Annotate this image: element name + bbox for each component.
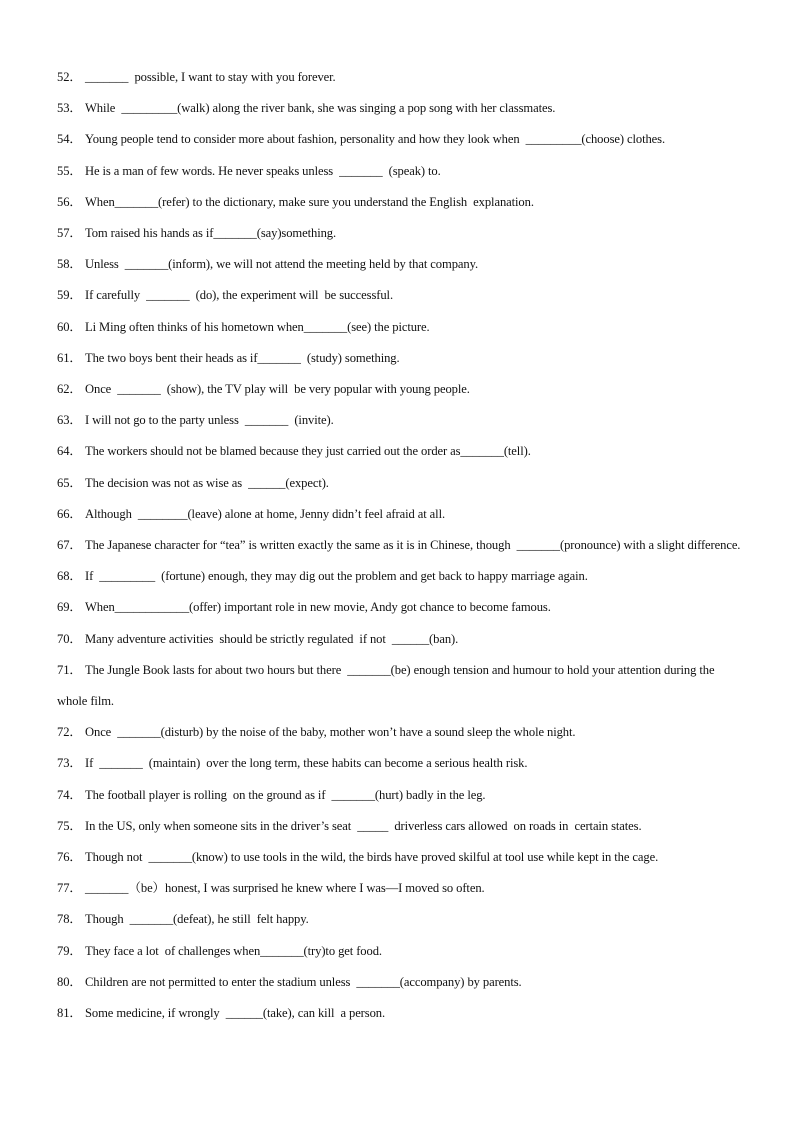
question-text: Many adventure activities should be strictly regulated if not ______(ban). <box>85 631 459 646</box>
question-item <box>57 343 747 374</box>
question-item <box>57 811 747 842</box>
question-number: 68． <box>57 569 82 584</box>
question-number: 77． <box>57 881 82 896</box>
question-text: The decision was not as wise as ______(expect). <box>85 475 329 490</box>
question-text: The workers should not be blamed because they just carried out the order as_______(tell). <box>85 444 531 459</box>
question-number: 57． <box>57 226 82 241</box>
question-item <box>57 904 747 935</box>
question-number: 79． <box>57 943 82 958</box>
question-number: 62． <box>57 382 82 397</box>
question-text: The two boys bent their heads as if_______ (study) something. <box>85 350 400 365</box>
question-number: 71． <box>57 662 82 677</box>
question-number: 75． <box>57 818 82 833</box>
question-item <box>57 187 747 218</box>
question-text: Children are not permitted to enter the stadium unless _______(accompany) by parents. <box>85 974 522 989</box>
question-item <box>57 561 747 592</box>
question-number: 80． <box>57 974 82 989</box>
question-item <box>57 62 747 93</box>
question-item <box>57 468 747 499</box>
question-text: Once _______(disturb) by the noise of the baby, mother won’t have a sound sleep the whole night. <box>85 725 576 740</box>
question-number: 58． <box>57 257 82 272</box>
question-text: _______（be）honest, I was surprised he knew where I was—I moved so often. <box>85 881 485 896</box>
question-number: 65． <box>57 475 82 490</box>
question-text: If _______ (maintain) over the long term, these habits can become a serious health risk. <box>85 756 528 771</box>
question-item <box>57 655 747 717</box>
question-item <box>57 873 747 904</box>
question-item <box>57 936 747 967</box>
question-item <box>57 93 747 124</box>
question-number: 69． <box>57 600 82 615</box>
question-number: 81． <box>57 1006 82 1021</box>
question-text: Though not _______(know) to use tools in the wild, the birds have proved skilful at tool use while kept in the cage. <box>85 850 659 865</box>
question-text: If _________ (fortune) enough, they may dig out the problem and get back to happy marriage again. <box>85 569 588 584</box>
question-text: Young people tend to consider more about fashion, personality and how they look when _________(choose) clothes. <box>85 132 666 147</box>
question-number: 53． <box>57 101 82 116</box>
question-text: When____________(offer) important role in new movie, Andy got chance to become famous. <box>85 600 551 615</box>
question-item <box>57 624 747 655</box>
question-number: 73． <box>57 756 82 771</box>
question-item <box>57 530 747 561</box>
question-text: They face a lot of challenges when_______(try)to get food. <box>85 943 382 958</box>
question-text: Though _______(defeat), he still felt happy. <box>85 912 309 927</box>
question-text: Once _______ (show), the TV play will be very popular with young people. <box>85 382 470 397</box>
question-item <box>57 499 747 530</box>
question-number: 78． <box>57 912 82 927</box>
question-text: The football player is rolling on the ground as if _______(hurt) badly in the leg. <box>85 787 486 802</box>
exercise-list <box>57 62 747 1029</box>
question-item <box>57 842 747 873</box>
question-number: 61． <box>57 350 82 365</box>
question-item <box>57 967 747 998</box>
question-number: 60． <box>57 319 82 334</box>
question-number: 72． <box>57 725 82 740</box>
question-item <box>57 249 747 280</box>
question-item <box>57 374 747 405</box>
question-item <box>57 780 747 811</box>
question-number: 56． <box>57 194 82 209</box>
question-number: 63． <box>57 413 82 428</box>
question-item <box>57 280 747 311</box>
question-item <box>57 312 747 343</box>
question-number: 64． <box>57 444 82 459</box>
question-item <box>57 436 747 467</box>
question-text: Some medicine, if wrongly ______(take), can kill a person. <box>85 1006 386 1021</box>
question-text: The Jungle Book lasts for about two hours but there _______(be) enough tension and humour to hold your attention during the whole film. <box>57 662 718 709</box>
question-number: 76． <box>57 850 82 865</box>
question-text: When_______(refer) to the dictionary, make sure you understand the English explanation. <box>85 194 534 209</box>
question-text: Tom raised his hands as if_______(say)something. <box>85 226 337 241</box>
question-number: 55． <box>57 163 82 178</box>
question-number: 70． <box>57 631 82 646</box>
question-number: 52． <box>57 70 82 84</box>
question-text: He is a man of few words. He never speaks unless _______ (speak) to. <box>85 163 441 178</box>
question-item <box>57 717 747 748</box>
question-text: The Japanese character for “tea” is written exactly the same as it is in Chinese, though _______(pronounce) with a slight difference. <box>85 538 741 553</box>
question-item <box>57 748 747 779</box>
question-number: 66． <box>57 506 82 521</box>
question-item <box>57 218 747 249</box>
question-number: 59． <box>57 288 82 303</box>
question-text: While _________(walk) along the river bank, she was singing a pop song with her classmates. <box>85 101 556 116</box>
question-text: In the US, only when someone sits in the driver’s seat _____ driverless cars allowed on roads in certain states. <box>85 818 642 833</box>
question-number: 67． <box>57 538 82 553</box>
question-number: 54． <box>57 132 82 147</box>
question-text: Unless _______(inform), we will not attend the meeting held by that company. <box>85 257 479 272</box>
question-number: 74． <box>57 787 82 802</box>
question-text: If carefully _______ (do), the experiment will be successful. <box>85 288 393 303</box>
question-text: _______ possible, I want to stay with you forever. <box>85 70 336 84</box>
question-text: Li Ming often thinks of his hometown when_______(see) the picture. <box>85 319 430 334</box>
question-item <box>57 124 747 155</box>
question-item <box>57 405 747 436</box>
question-item <box>57 592 747 623</box>
question-item <box>57 998 747 1029</box>
question-item <box>57 156 747 187</box>
question-text: Although ________(leave) alone at home, Jenny didn’t feel afraid at all. <box>85 506 446 521</box>
question-text: I will not go to the party unless _______ (invite). <box>85 413 334 428</box>
